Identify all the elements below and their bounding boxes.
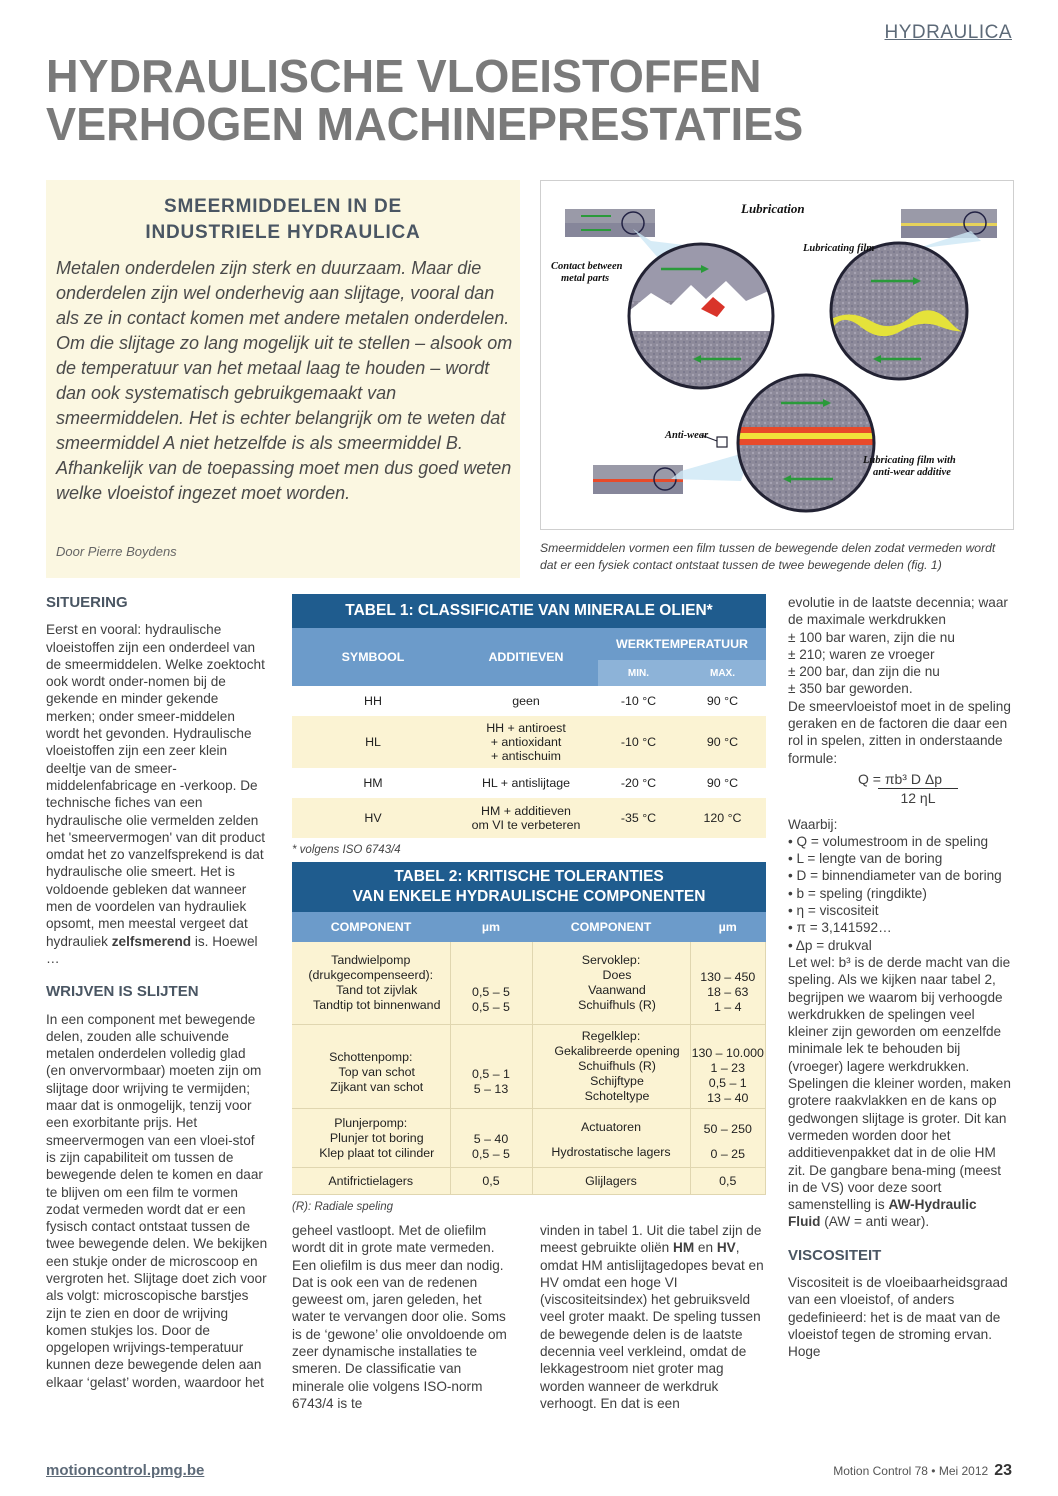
t1-cell: HM	[292, 768, 454, 798]
t2-line: 13 – 40	[707, 1090, 749, 1105]
formula-denominator: 12 ηL	[878, 788, 958, 807]
label-contact-2: metal parts	[561, 273, 610, 284]
waarbij-label: Waarbij:	[788, 816, 838, 832]
t2-line: Schuifhuls (R)	[578, 998, 656, 1012]
t2-cell: 0,5	[450, 1168, 532, 1195]
section-tag: HYDRAULICA	[884, 22, 1012, 43]
pressure-line: ± 210; waren ze vroeger	[788, 646, 935, 662]
t1-cell: geen	[454, 686, 598, 716]
t2-line: Does	[602, 968, 632, 982]
t1-cell	[454, 798, 598, 838]
intro-title	[46, 194, 520, 246]
variable-list	[788, 833, 1012, 954]
table-1	[292, 594, 766, 856]
t1-cell-line: HM + additieven	[481, 804, 571, 818]
table-row	[292, 768, 766, 798]
t2-line: Top van schot	[338, 1065, 415, 1079]
table-row	[292, 942, 766, 1025]
t2-line: 130 – 450	[700, 969, 756, 984]
t2-line: Hydrostatische lagers	[551, 1145, 671, 1159]
t2-cell	[450, 942, 532, 1025]
t1-cell-line: + antischuim	[491, 749, 561, 763]
t2-line: Tandwielpomp	[331, 953, 411, 967]
headline-line-2: VERHOGEN MACHINEPRESTATIES	[46, 98, 804, 150]
list-item: • b = speling (ringdikte)	[788, 885, 927, 901]
t1-cell-line: om VI te verbeteren	[471, 818, 581, 832]
intro-author: Door Pierre Boydens	[56, 544, 177, 559]
page-number: 23	[994, 1462, 1012, 1479]
t2-line: 5 – 13	[473, 1081, 509, 1096]
list-item: • Δp = drukval	[788, 937, 872, 953]
t1-cell: -10 °C	[598, 716, 679, 768]
heading-situering: SITUERING	[46, 594, 128, 611]
t1-cell: -20 °C	[598, 768, 679, 798]
text-situering: Eerst en vooral: hydraulische vloeistoffen zijn een onderdeel van de smeermiddelen. Welke zoektocht ook wordt onder-nomen bij de gekende en minder gekende merken; onder smeer-middelen wordt het gevonden. Hydraulische vloeistoffen zijn een zeer klein deeltje van de smeer-middelenfabricage en -verkoop. De technische fiches van een hydraulische olie vermelden zelden het 'smeervermogen' van dit product omdat het zo vanzelfsprekend is dat hydraulische olie smeert. Het is voldoende gebleken dat wanneer men de voordelen van hydrauliek opsomt, men meestal vergeet dat hydrauliek	[46, 622, 266, 949]
t2-line: 0 – 25	[710, 1146, 745, 1161]
t1-cell-line: HH + antiroest	[486, 721, 566, 735]
list-item: • L = lengte van de boring	[788, 851, 943, 867]
paragraph-viscositeit: Viscositeit is de vloeibaarheidsgraad van een vloeistof, of anders gedefinieerd: het is de maat van de vloeistof tegen de stroming ervan. Hoge	[788, 1274, 1008, 1360]
t2-cell	[292, 942, 450, 1025]
footer-issue	[833, 1462, 1012, 1480]
t2-line: Plunjer tot boring	[329, 1130, 424, 1145]
table-1-footnote: * volgens ISO 6743/4	[292, 844, 401, 856]
t2-cell	[690, 942, 766, 1025]
label-film-aw-1: Lubricating film with	[863, 455, 956, 466]
t2-line: 0,5 – 5	[472, 1147, 510, 1161]
paragraph-situering	[46, 621, 268, 967]
pressure-line: ± 200 bar, dan zijn die nu	[788, 664, 940, 680]
t2-cell	[532, 942, 690, 1025]
t2-line: Plunjerpomp:	[334, 1115, 408, 1130]
t2-line: Regelklep:	[581, 1029, 641, 1043]
t2-cell: Antifrictielagers	[292, 1168, 450, 1195]
t2-line: 50 – 250	[703, 1121, 752, 1136]
t2-line: 1 – 4	[713, 999, 742, 1014]
column-2	[292, 1222, 514, 1412]
table-2	[292, 862, 766, 1213]
t1-header-symbool: SYMBOOL	[292, 628, 454, 686]
t2-line: Tandtip tot binnenwand	[313, 998, 441, 1012]
t2-cell: Glijlagers	[532, 1168, 690, 1195]
table-row	[292, 716, 766, 768]
paragraph-col3	[540, 1222, 766, 1412]
t1-cell: HL	[292, 716, 454, 768]
t2-line: 5 – 40	[473, 1132, 509, 1146]
t1-header-min: MIN.	[598, 660, 679, 686]
table-1-title: TABEL 1: CLASSIFICATIE VAN MINERALE OLIEN*	[292, 594, 766, 628]
t1-header-max: MAX.	[679, 660, 766, 686]
table-row	[292, 1025, 766, 1109]
t2-line: Servoklep:	[581, 953, 641, 967]
t2-line: Schuifhuls (R)	[578, 1059, 656, 1073]
t2-title-line-2: VAN ENKELE HYDRAULISCHE COMPONENTEN	[352, 888, 706, 905]
t2-line: 0,5 – 1	[708, 1075, 747, 1090]
t2-title-line-1: TABEL 2: KRITISCHE TOLERANTIES	[394, 868, 664, 885]
text-zelfsmerend: zelfsmerend	[111, 933, 192, 949]
t1-cell: 90 °C	[679, 686, 766, 716]
formula-numerator: Q = πb³ D Δp	[858, 770, 942, 787]
t2-line: Vaanwand	[588, 983, 646, 997]
table-row	[292, 1109, 766, 1168]
label-film-aw-2: anti-wear additive	[873, 467, 951, 478]
pressure-line: ± 100 bar waren, zijn die nu	[788, 629, 955, 645]
t2-cell	[690, 1109, 766, 1168]
t2-line: 0,5 – 1	[472, 1066, 510, 1081]
t2-line: 130 – 10.000	[691, 1045, 764, 1060]
t2-line: Schottenpomp:	[329, 1050, 413, 1064]
strip-top-right	[901, 209, 997, 238]
t1-cell: HH	[292, 686, 454, 716]
table-row	[292, 1168, 766, 1195]
table-row	[292, 798, 766, 838]
t1-cell: 90 °C	[679, 768, 766, 798]
t2-header-um-left: µm	[450, 912, 532, 942]
t1-cell: 90 °C	[679, 716, 766, 768]
strip-bottom-left	[593, 465, 683, 494]
text-col3-b: , omdat HM antislijtagedopes bevat en HV omdat een hoge VI (viscositeitsindex) het gebruiksveld veel groter maakt. De speling tussen de bewegende delen is de laatste decennia veel verkleind, omdat de lekkagestroom niet groter mag worden wanneer de werkdruk verhoogt. En dat is een	[540, 1240, 764, 1411]
lubrication-figure	[540, 180, 1014, 530]
label-lubrication: Lubrication	[741, 201, 805, 216]
t2-cell	[450, 1109, 532, 1168]
list-item: • π = 3,141592…	[788, 920, 892, 936]
t1-cell: HV	[292, 798, 454, 838]
intro-box	[46, 180, 520, 578]
text-hoewel: is. Hoewel …	[46, 933, 258, 966]
column-4	[788, 594, 1012, 1360]
t2-line: (drukgecompenseerd):	[308, 968, 434, 982]
t1-cell: HL + antislijtage	[454, 768, 598, 798]
t2-cell	[690, 1025, 766, 1109]
t2-line: Zijkant van schot	[330, 1080, 424, 1094]
heading-wrijven: WRIJVEN IS SLIJTEN	[46, 983, 199, 1001]
t2-cell	[450, 1025, 532, 1109]
footer-issue-text: Motion Control 78 • Mei 2012	[833, 1464, 989, 1478]
column-3	[540, 1222, 766, 1412]
label-antiwear: Anti-wear	[665, 430, 709, 441]
text-hm: HM	[673, 1240, 695, 1256]
paragraph-wrijven: In een component met bewegende delen, zouden alle schuivende metalen onderdelen volledig glad (en onvervormbaar) moeten zijn om slijtage door wrijving te vermijden; maar dat is onmogelijk, tenzij voor een exorbitante prijs. Het smeervermogen van een vloei-stof is zijn capabiliteit om tussen de bewegende delen te komen en daar te blijven om een film te vormen zodat vermeden wordt dat er een fysisch contact ontstaat tussen de twee bewegende delen. We bekijken een stukje onder de microscoop en vergroten het. Slijtage doet zich voor als volgt: microscopische barstjes zijn te zien en door de wrijving komen stukjes los. Door de opgelopen wrijvings-temperatuur kunnen deze bewegende delen aan elkaar ‘gelast’ worden, waardoor het	[46, 1011, 268, 1390]
strip-top-left	[565, 209, 655, 237]
t1-cell: -10 °C	[598, 686, 679, 716]
t2-line: Schijftype	[590, 1074, 644, 1088]
table-1-grid	[292, 628, 766, 838]
headline-line-1: HYDRAULISCHE VLOEISTOFFEN	[46, 50, 762, 102]
t2-line: 0,5 – 5	[472, 999, 510, 1014]
paragraph-col2: geheel vastloopt. Met de oliefilm wordt dit in grote mate vermeden. Een oliefilm is dus meer dan nodig. Dat is ook een van de redenen geweest om, jaren geleden, het water te vervangen door olie. Soms is de ‘gewone’ olie onvoldoende om zeer dynamische installaties te smeren. De classificatie van minerale olie volgens ISO-norm 6743/4 is te	[292, 1223, 507, 1411]
t2-line: Tand tot zijvlak	[336, 983, 418, 997]
table-2-grid	[292, 912, 766, 1195]
t2-cell	[292, 1025, 450, 1109]
t2-cell	[292, 1109, 450, 1168]
t1-header-werktemperatuur: WERKTEMPERATUUR	[598, 628, 766, 660]
t2-header-um-right: µm	[690, 912, 766, 942]
t2-cell: 0,5	[690, 1168, 766, 1195]
figure-caption: Smeermiddelen vormen een film tussen de bewegende delen zodat vermeden wordt dat er een fysiek contact ontstaat tussen de twee bewegende delen (fig. 1)	[540, 541, 996, 572]
table-row	[292, 686, 766, 716]
text-en: en	[694, 1240, 717, 1256]
t2-cell	[532, 1025, 690, 1109]
label-film: Lubricating film	[803, 243, 875, 254]
text-col3-a: vinden in tabel 1. Uit die tabel zijn de meest gebruikte oliën	[540, 1223, 762, 1256]
intro-text: Metalen onderdelen zijn sterk en duurzaam. Maar die onderdelen zijn wel onderhevig aan slijtage, vooral dan als ze in contact komen met andere metalen onderdelen. Om die slijtage zo lang mogelijk uit te stellen – alsook om de temperatuur van het metaal laag te houden – wordt dan ook systematisch gebruikgemaakt van smeermiddelen. Het is echter belangrijk om te weten dat smeermiddel A niet hetzelfde is als smeermiddel B. Afhankelijk van de toepassing moet men dus goed weten welke vloeistof ingezet moet worden.	[56, 258, 513, 503]
column-1	[46, 594, 268, 1391]
list-item: • D = binnendiameter van de boring	[788, 868, 1002, 884]
pressure-list	[788, 629, 1012, 698]
paragraph-evolutie: evolutie in de laatste decennia; waar de maximale werkdrukken	[788, 595, 1008, 628]
label-contact-1: Contact between	[551, 261, 623, 272]
intro-title-line-1: SMEERMIDDELEN IN DE	[164, 196, 402, 217]
headline	[46, 52, 987, 148]
list-item: • η = viscositeit	[788, 903, 879, 919]
t2-line: 0,5 – 5	[472, 984, 510, 999]
t2-line-spacer	[539, 1135, 684, 1145]
t2-header-component-left: COMPONENT	[292, 912, 450, 942]
t1-header-additieven: ADDITIEVEN	[454, 628, 598, 686]
heading-viscositeit: VISCOSITEIT	[788, 1246, 882, 1264]
lubrication-diagram	[541, 181, 1013, 529]
t2-line: Gekalibreerde opening	[554, 1044, 680, 1058]
text-aw-note: (AW = anti wear).	[820, 1214, 930, 1230]
text-let-wel: Let wel: b³ is de derde macht van die speling. Als we kijken naar tabel 2, begrijpen we waarom bij verhoogde werkdrukken de spelingen veel kleiner zijn geworden om eenzelfde minimale lek te behouden bij (vroeger) lagere werkdrukken. Spelingen die kleiner worden, maken grotere raakvlakken en de kans op gedwongen slijtage is groter. Dit kan vermeden worden door het additievenpakket dat in de olie HM zit. De gangbare bena-ming (meest in de VS) voor deze soort samenstelling is	[788, 954, 1011, 1213]
t2-cell	[532, 1109, 690, 1168]
table-2-footnote: (R): Radiale speling	[292, 1201, 393, 1213]
t1-cell: 120 °C	[679, 798, 766, 838]
table-2-title	[292, 862, 766, 912]
formula	[788, 771, 1012, 808]
paragraph-let-wel	[788, 954, 1012, 1231]
t2-line: Schoteltype	[584, 1089, 650, 1103]
t2-line: 1 – 23	[710, 1060, 745, 1075]
t2-line: Actuatoren	[581, 1120, 641, 1134]
t2-line: Klep plaat tot cilinder	[319, 1145, 435, 1160]
t2-line: 18 – 63	[707, 984, 749, 999]
t2-header-component-right: COMPONENT	[532, 912, 690, 942]
list-item: • Q = volumestroom in de speling	[788, 833, 989, 849]
paragraph-formule-intro: De smeervloeistof moet in de speling geraken en de factoren die daar een rol in spelen, zitten in onderstaande formule:	[788, 698, 1011, 766]
t1-cell-line: + antioxidant	[490, 735, 562, 749]
text-hv: HV	[716, 1240, 736, 1256]
t1-cell: -35 °C	[598, 798, 679, 838]
t1-cell	[454, 716, 598, 768]
intro-title-line-2: INDUSTRIELE HYDRAULICA	[145, 222, 421, 243]
text-aw-fluid: AW-Hydraulic Fluid	[788, 1197, 977, 1230]
footer-site-link[interactable]: motioncontrol.pmg.be	[46, 1462, 205, 1479]
pressure-line: ± 350 bar geworden.	[788, 681, 913, 697]
